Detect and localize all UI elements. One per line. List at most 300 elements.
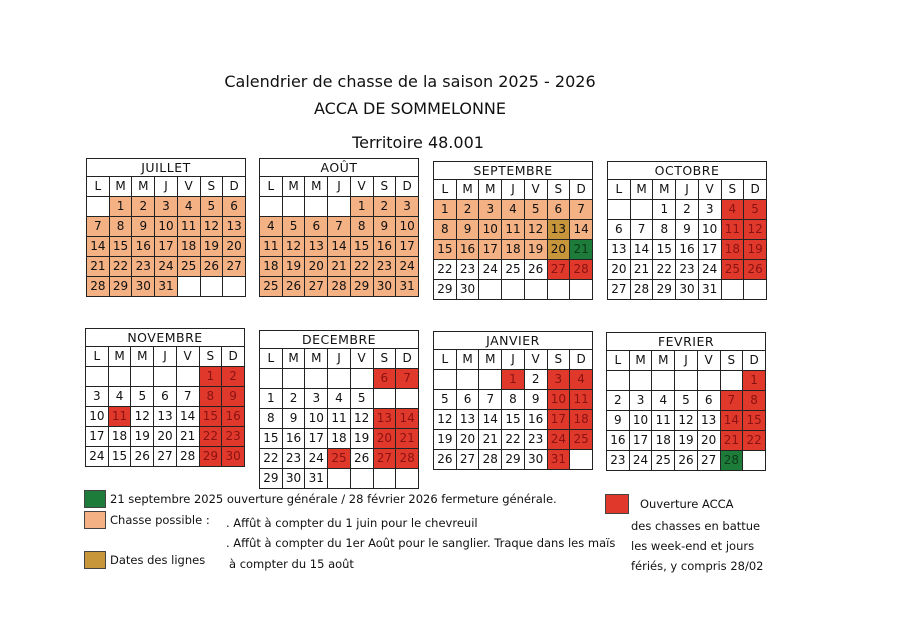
- week-row: [607, 431, 766, 451]
- weekday-header: M: [108, 347, 131, 367]
- day-cell: 16: [222, 407, 245, 427]
- day-cell: 23: [222, 427, 245, 447]
- day-cell: 21: [570, 240, 593, 260]
- day-cell: 14: [479, 410, 502, 430]
- day-cell: 24: [629, 451, 652, 471]
- month-name: NOVEMBRE: [85, 328, 245, 346]
- day-cell: 8: [109, 217, 132, 237]
- day-cell: 31: [305, 469, 328, 489]
- day-cell: 15: [108, 447, 131, 467]
- day-cell: 19: [282, 257, 305, 277]
- day-cell: 21: [479, 430, 502, 450]
- weekday-header: D: [744, 180, 767, 200]
- day-cell: 22: [434, 260, 457, 280]
- day-cell: 11: [260, 237, 283, 257]
- day-cell: 29: [653, 280, 676, 300]
- day-cell: 30: [524, 450, 547, 470]
- day-cell: 2: [524, 370, 547, 390]
- weekday-header: M: [479, 180, 502, 200]
- weekday-header: S: [373, 349, 396, 369]
- week-row: [434, 280, 593, 300]
- day-cell: 4: [328, 389, 351, 409]
- weekday-header: L: [86, 347, 109, 367]
- weekday-header: M: [629, 351, 652, 371]
- day-cell: 15: [199, 407, 222, 427]
- weekday-header: M: [456, 350, 479, 370]
- day-cell: 18: [721, 240, 744, 260]
- day-cell: 6: [697, 391, 720, 411]
- day-cell: 20: [456, 430, 479, 450]
- day-cell: [86, 367, 109, 387]
- weekday-header: M: [653, 180, 676, 200]
- weekday-header: S: [199, 347, 222, 367]
- week-row: [87, 277, 246, 297]
- day-cell: 5: [434, 390, 457, 410]
- day-cell: 1: [743, 371, 766, 391]
- day-cell: 24: [547, 430, 570, 450]
- day-cell: 11: [177, 217, 200, 237]
- day-cell: [282, 369, 305, 389]
- day-cell: 14: [720, 411, 743, 431]
- day-cell: 12: [200, 217, 223, 237]
- day-cell: 3: [698, 200, 721, 220]
- legend-lignes-label: Dates des lignes: [110, 553, 206, 567]
- day-cell: 2: [373, 197, 396, 217]
- day-cell: 20: [223, 237, 246, 257]
- day-cell: 2: [132, 197, 155, 217]
- week-row: [260, 197, 419, 217]
- day-cell: 27: [547, 260, 570, 280]
- weekday-header: V: [176, 347, 199, 367]
- day-cell: 11: [328, 409, 351, 429]
- week-row: [260, 389, 419, 409]
- day-cell: 23: [456, 260, 479, 280]
- day-cell: [328, 469, 351, 489]
- day-cell: 3: [305, 389, 328, 409]
- day-cell: [608, 200, 631, 220]
- weekday-header: D: [222, 347, 245, 367]
- day-cell: 17: [698, 240, 721, 260]
- day-cell: 20: [373, 429, 396, 449]
- weekday-header: J: [328, 349, 351, 369]
- day-cell: 12: [434, 410, 457, 430]
- legend-swatch-chasse: [84, 511, 106, 529]
- weekday-header: L: [260, 349, 283, 369]
- day-cell: 10: [86, 407, 109, 427]
- week-row: [608, 220, 767, 240]
- day-cell: 6: [547, 200, 570, 220]
- day-cell: 7: [328, 217, 351, 237]
- day-cell: 26: [434, 450, 457, 470]
- day-cell: 29: [502, 450, 525, 470]
- day-cell: [396, 389, 419, 409]
- month-calendar: [259, 330, 419, 489]
- day-cell: 19: [675, 431, 698, 451]
- day-cell: 19: [350, 429, 373, 449]
- day-cell: 14: [87, 237, 110, 257]
- day-cell: 23: [373, 257, 396, 277]
- weekday-header: M: [282, 177, 305, 197]
- day-cell: 25: [177, 257, 200, 277]
- day-cell: 30: [676, 280, 699, 300]
- day-cell: 5: [282, 217, 305, 237]
- weekday-header: J: [675, 351, 698, 371]
- day-cell: 23: [607, 451, 630, 471]
- day-cell: 20: [547, 240, 570, 260]
- day-cell: [479, 370, 502, 390]
- day-cell: 29: [260, 469, 283, 489]
- weekday-header-row: [260, 349, 419, 369]
- day-cell: 22: [502, 430, 525, 450]
- week-row: [434, 260, 593, 280]
- day-cell: [570, 280, 593, 300]
- weekday-header: S: [373, 177, 396, 197]
- day-cell: 1: [502, 370, 525, 390]
- day-cell: 19: [434, 430, 457, 450]
- day-cell: 31: [155, 277, 178, 297]
- day-cell: 17: [479, 240, 502, 260]
- day-cell: 7: [176, 387, 199, 407]
- day-cell: 25: [260, 277, 283, 297]
- week-row: [260, 409, 419, 429]
- day-cell: 2: [676, 200, 699, 220]
- day-cell: 11: [721, 220, 744, 240]
- day-cell: 26: [744, 260, 767, 280]
- day-cell: 7: [570, 200, 593, 220]
- weekday-header: J: [502, 180, 525, 200]
- day-cell: 4: [502, 200, 525, 220]
- day-cell: 10: [155, 217, 178, 237]
- day-cell: 11: [502, 220, 525, 240]
- weekday-header: L: [434, 180, 457, 200]
- month-name: SEPTEMBRE: [433, 161, 593, 179]
- day-cell: 29: [434, 280, 457, 300]
- day-cell: 16: [132, 237, 155, 257]
- day-cell: 18: [328, 429, 351, 449]
- day-cell: 20: [608, 260, 631, 280]
- legend-swatch-acca: [605, 494, 629, 514]
- week-row: [608, 240, 767, 260]
- day-cell: [524, 280, 547, 300]
- day-cell: 23: [282, 449, 305, 469]
- weekday-header: L: [608, 180, 631, 200]
- day-cell: 14: [630, 240, 653, 260]
- day-cell: 7: [479, 390, 502, 410]
- legend-swatch-ouverture: [84, 490, 106, 508]
- day-cell: 3: [479, 200, 502, 220]
- day-cell: 18: [177, 237, 200, 257]
- day-cell: [607, 371, 630, 391]
- day-cell: 21: [87, 257, 110, 277]
- day-cell: 13: [154, 407, 177, 427]
- day-cell: 19: [524, 240, 547, 260]
- weekday-header: S: [720, 351, 743, 371]
- day-cell: 23: [524, 430, 547, 450]
- day-cell: 13: [223, 217, 246, 237]
- weekday-header: D: [570, 180, 593, 200]
- day-cell: 14: [570, 220, 593, 240]
- week-row: [608, 280, 767, 300]
- week-row: [86, 447, 245, 467]
- day-cell: 20: [305, 257, 328, 277]
- day-cell: 22: [260, 449, 283, 469]
- weekday-header: M: [282, 349, 305, 369]
- day-cell: 6: [608, 220, 631, 240]
- day-cell: 24: [698, 260, 721, 280]
- day-cell: 5: [131, 387, 154, 407]
- legend-acca-note2: les week-end et jours: [631, 539, 755, 553]
- day-cell: 24: [305, 449, 328, 469]
- day-cell: 17: [396, 237, 419, 257]
- day-cell: [434, 370, 457, 390]
- day-cell: 16: [524, 410, 547, 430]
- day-cell: 17: [629, 431, 652, 451]
- weekday-header: V: [350, 349, 373, 369]
- week-row: [87, 197, 246, 217]
- weekday-header: M: [132, 177, 155, 197]
- weekday-header: D: [396, 349, 419, 369]
- day-cell: 3: [86, 387, 109, 407]
- day-cell: 8: [743, 391, 766, 411]
- day-cell: [350, 369, 373, 389]
- day-cell: [260, 369, 283, 389]
- month-table: [607, 179, 767, 300]
- day-cell: 27: [697, 451, 720, 471]
- day-cell: 28: [720, 451, 743, 471]
- day-cell: 20: [697, 431, 720, 451]
- day-cell: 31: [547, 450, 570, 470]
- day-cell: [350, 469, 373, 489]
- day-cell: [721, 280, 744, 300]
- weekday-header-row: [607, 351, 766, 371]
- day-cell: 30: [132, 277, 155, 297]
- day-cell: [223, 277, 246, 297]
- week-row: [434, 220, 593, 240]
- week-row: [87, 217, 246, 237]
- day-cell: 10: [698, 220, 721, 240]
- week-row: [607, 391, 766, 411]
- day-cell: [479, 280, 502, 300]
- day-cell: 26: [524, 260, 547, 280]
- day-cell: [720, 371, 743, 391]
- day-cell: 8: [434, 220, 457, 240]
- weekday-header: V: [524, 350, 547, 370]
- day-cell: 8: [199, 387, 222, 407]
- week-row: [434, 410, 593, 430]
- day-cell: 25: [652, 451, 675, 471]
- weekday-header: J: [502, 350, 525, 370]
- day-cell: 16: [607, 431, 630, 451]
- day-cell: 15: [743, 411, 766, 431]
- day-cell: 13: [456, 410, 479, 430]
- day-cell: 29: [199, 447, 222, 467]
- day-cell: 8: [350, 217, 373, 237]
- day-cell: 22: [653, 260, 676, 280]
- day-cell: 14: [328, 237, 351, 257]
- day-cell: 6: [305, 217, 328, 237]
- day-cell: 4: [721, 200, 744, 220]
- day-cell: [630, 200, 653, 220]
- day-cell: 11: [652, 411, 675, 431]
- weekday-header-row: [87, 177, 246, 197]
- week-row: [607, 371, 766, 391]
- day-cell: [456, 370, 479, 390]
- day-cell: 1: [260, 389, 283, 409]
- day-cell: 12: [524, 220, 547, 240]
- day-cell: 5: [524, 200, 547, 220]
- legend-chasse-note2: . Affût à compter du 1er Août pour le sanglier. Traque dans les maïs: [226, 536, 616, 550]
- day-cell: 18: [108, 427, 131, 447]
- day-cell: 13: [373, 409, 396, 429]
- day-cell: 2: [607, 391, 630, 411]
- day-cell: 30: [456, 280, 479, 300]
- day-cell: 28: [479, 450, 502, 470]
- day-cell: 9: [373, 217, 396, 237]
- day-cell: 26: [131, 447, 154, 467]
- weekday-header: L: [434, 350, 457, 370]
- day-cell: [373, 389, 396, 409]
- week-row: [607, 411, 766, 431]
- day-cell: 3: [396, 197, 419, 217]
- day-cell: 15: [350, 237, 373, 257]
- day-cell: 7: [87, 217, 110, 237]
- day-cell: 18: [502, 240, 525, 260]
- day-cell: 27: [305, 277, 328, 297]
- weekday-header: V: [350, 177, 373, 197]
- day-cell: 27: [608, 280, 631, 300]
- month-calendar: [85, 328, 245, 467]
- territory-label: Territoire 48.001: [352, 133, 484, 152]
- week-row: [260, 369, 419, 389]
- day-cell: 14: [396, 409, 419, 429]
- day-cell: 7: [630, 220, 653, 240]
- day-cell: [260, 197, 283, 217]
- day-cell: 28: [570, 260, 593, 280]
- day-cell: 25: [570, 430, 593, 450]
- day-cell: 28: [396, 449, 419, 469]
- day-cell: 26: [350, 449, 373, 469]
- weekday-header: M: [109, 177, 132, 197]
- day-cell: 9: [132, 217, 155, 237]
- day-cell: 18: [570, 410, 593, 430]
- day-cell: 18: [260, 257, 283, 277]
- day-cell: [373, 469, 396, 489]
- day-cell: 7: [720, 391, 743, 411]
- day-cell: 16: [282, 429, 305, 449]
- weekday-header: J: [676, 180, 699, 200]
- week-row: [86, 407, 245, 427]
- day-cell: 29: [109, 277, 132, 297]
- day-cell: 8: [653, 220, 676, 240]
- legend-acca-note1: des chasses en battue: [631, 519, 761, 533]
- month-name: JANVIER: [433, 331, 593, 349]
- month-calendar: [606, 332, 766, 471]
- day-cell: 6: [456, 390, 479, 410]
- day-cell: 30: [373, 277, 396, 297]
- day-cell: 17: [305, 429, 328, 449]
- week-row: [608, 260, 767, 280]
- month-table: [86, 176, 246, 297]
- legend-acca-note3: fériés, y compris 28/02: [631, 559, 764, 573]
- day-cell: [177, 277, 200, 297]
- month-calendar: [259, 158, 419, 297]
- association-name: ACCA DE SOMMELONNE: [313, 99, 506, 118]
- day-cell: [697, 371, 720, 391]
- day-cell: [629, 371, 652, 391]
- day-cell: [570, 450, 593, 470]
- day-cell: [744, 280, 767, 300]
- day-cell: 5: [200, 197, 223, 217]
- day-cell: 6: [223, 197, 246, 217]
- week-row: [260, 429, 419, 449]
- day-cell: 25: [721, 260, 744, 280]
- day-cell: [131, 367, 154, 387]
- weekday-header: L: [260, 177, 283, 197]
- day-cell: [108, 367, 131, 387]
- day-cell: [502, 280, 525, 300]
- day-cell: 18: [652, 431, 675, 451]
- week-row: [86, 387, 245, 407]
- legend-ouverture-text: 21 septembre 2025 ouverture générale / 28 février 2026 fermeture générale.: [110, 492, 557, 506]
- day-cell: 1: [199, 367, 222, 387]
- day-cell: 2: [282, 389, 305, 409]
- legend-acca-label: Ouverture ACCA: [640, 497, 734, 511]
- day-cell: 24: [479, 260, 502, 280]
- weekday-header: D: [570, 350, 593, 370]
- weekday-header: S: [200, 177, 223, 197]
- day-cell: 31: [396, 277, 419, 297]
- day-cell: 13: [305, 237, 328, 257]
- weekday-header: M: [630, 180, 653, 200]
- day-cell: 6: [373, 369, 396, 389]
- day-cell: 12: [131, 407, 154, 427]
- day-cell: [328, 197, 351, 217]
- day-cell: 27: [223, 257, 246, 277]
- day-cell: 22: [743, 431, 766, 451]
- day-cell: 25: [328, 449, 351, 469]
- day-cell: 31: [698, 280, 721, 300]
- day-cell: 24: [396, 257, 419, 277]
- day-cell: 4: [570, 370, 593, 390]
- day-cell: 4: [177, 197, 200, 217]
- day-cell: 28: [176, 447, 199, 467]
- day-cell: 28: [87, 277, 110, 297]
- day-cell: [305, 369, 328, 389]
- weekday-header: L: [607, 351, 630, 371]
- day-cell: [396, 469, 419, 489]
- day-cell: 19: [131, 427, 154, 447]
- day-cell: [305, 197, 328, 217]
- weekday-header: J: [328, 177, 351, 197]
- legend-chasse-note3: à compter du 15 août: [229, 557, 354, 571]
- day-cell: 15: [109, 237, 132, 257]
- day-cell: 2: [456, 200, 479, 220]
- week-row: [260, 257, 419, 277]
- day-cell: 12: [350, 409, 373, 429]
- weekday-header: S: [547, 180, 570, 200]
- day-cell: 7: [396, 369, 419, 389]
- day-cell: 2: [222, 367, 245, 387]
- day-cell: 28: [630, 280, 653, 300]
- weekday-header: L: [87, 177, 110, 197]
- day-cell: 13: [608, 240, 631, 260]
- day-cell: 15: [434, 240, 457, 260]
- weekday-header: J: [155, 177, 178, 197]
- day-cell: 4: [260, 217, 283, 237]
- day-cell: 29: [350, 277, 373, 297]
- day-cell: 15: [502, 410, 525, 430]
- legend-swatch-lignes: [84, 551, 106, 569]
